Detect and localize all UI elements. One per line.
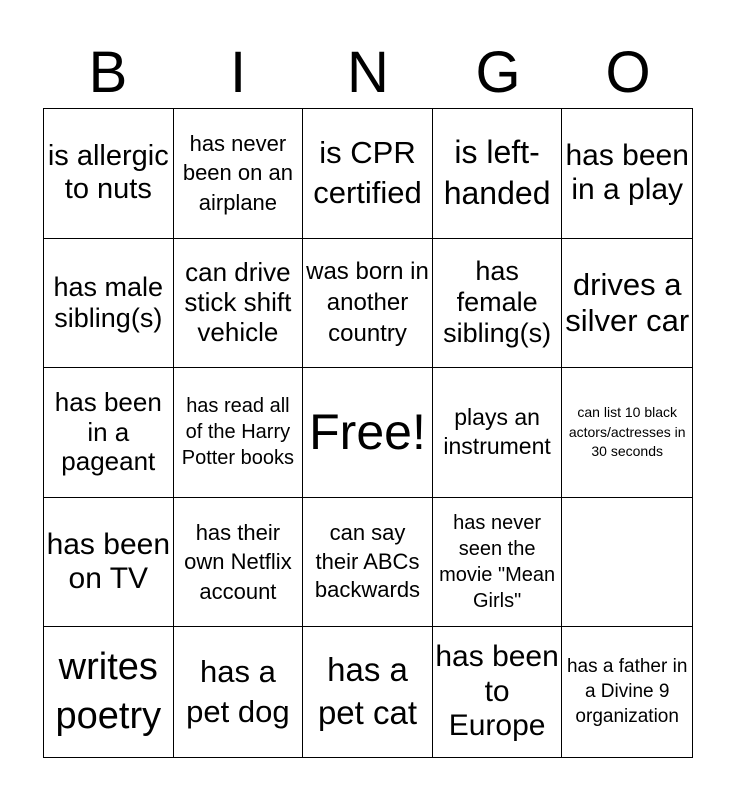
bingo-cell[interactable] — [303, 109, 433, 239]
cell-text: has a pet cat — [317, 651, 418, 732]
cell-text: has been to Europe — [435, 640, 559, 743]
bingo-cell[interactable] — [174, 109, 304, 239]
cell-text: has male sibling(s) — [53, 271, 164, 333]
bingo-cell[interactable] — [303, 239, 433, 369]
bingo-cell[interactable] — [433, 368, 563, 498]
bingo-cell[interactable] — [174, 239, 304, 369]
header-letter-o: O — [605, 40, 651, 105]
bingo-cell[interactable] — [433, 498, 563, 628]
cell-text: is allergic to nuts — [47, 139, 169, 206]
cell-text: has their own Netflix account — [184, 519, 292, 604]
cell-text: has read all of the Harry Potter books — [181, 395, 295, 470]
bingo-cell[interactable] — [44, 498, 174, 628]
bingo-cell[interactable] — [562, 109, 692, 239]
bingo-cell[interactable] — [433, 627, 563, 757]
cell-text: writes poetry — [55, 645, 162, 738]
bingo-cell[interactable] — [303, 498, 433, 628]
cell-text: has been in a play — [565, 138, 689, 207]
cell-text: plays an instrument — [443, 403, 551, 460]
cell-text: is left-handed — [443, 133, 551, 212]
bingo-cell[interactable] — [433, 109, 563, 239]
bingo-cell[interactable] — [562, 239, 692, 369]
cell-text: has been on TV — [46, 527, 171, 596]
header-letter-i: I — [229, 40, 247, 105]
cell-text: has never seen the movie "Mean Girls" — [439, 512, 556, 613]
bingo-cell[interactable] — [433, 239, 563, 369]
free-space[interactable] — [303, 368, 433, 498]
bingo-header — [43, 38, 693, 108]
header-letter-g: G — [475, 40, 521, 105]
cell-text: has a father in a Divine 9 organization — [566, 656, 688, 727]
bingo-cell[interactable] — [174, 368, 304, 498]
bingo-cell[interactable] — [174, 627, 304, 757]
bingo-cell[interactable] — [44, 239, 174, 369]
bingo-cell[interactable] — [303, 627, 433, 757]
cell-text: has never been on an airplane — [182, 130, 293, 216]
bingo-cell[interactable] — [562, 498, 692, 628]
free-space-label: Free! — [309, 403, 426, 460]
bingo-cell[interactable] — [174, 498, 304, 628]
cell-text: has been in a pageant — [54, 386, 162, 477]
cell-text: can drive stick shift vehicle — [184, 257, 292, 347]
header-letter-n: N — [347, 40, 389, 105]
cell-text: was born in another country — [306, 258, 429, 348]
cell-text: drives a silver car — [565, 267, 690, 338]
cell-text: has a pet dog — [186, 653, 290, 730]
bingo-cell[interactable] — [44, 368, 174, 498]
cell-text: can list 10 black actors/actresses in 30 seconds — [568, 404, 686, 460]
bingo-cell[interactable] — [44, 109, 174, 239]
cell-text: is CPR certified — [313, 135, 422, 211]
cell-text: can say their ABCs backwards — [314, 520, 421, 603]
bingo-cell[interactable] — [562, 627, 692, 757]
bingo-cell[interactable] — [562, 368, 692, 498]
header-letter-b: B — [88, 40, 128, 105]
bingo-board — [43, 108, 693, 758]
cell-text: has female sibling(s) — [443, 256, 552, 349]
bingo-cell[interactable] — [44, 627, 174, 757]
